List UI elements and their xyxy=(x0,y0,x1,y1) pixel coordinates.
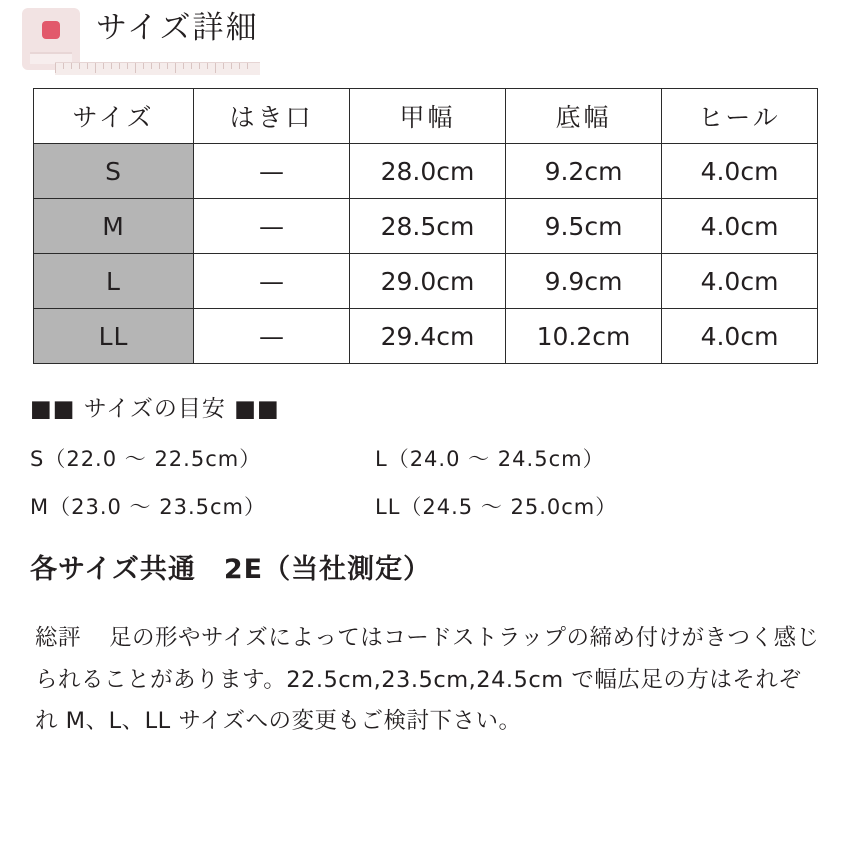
cell-instep: 29.0cm xyxy=(350,254,506,309)
cell-heel: 4.0cm xyxy=(662,309,818,364)
cell-opening: — xyxy=(194,309,350,364)
table-header-row xyxy=(34,89,818,144)
ruler-badge-icon xyxy=(22,8,80,70)
cell-opening: — xyxy=(194,144,350,199)
summary-paragraph xyxy=(35,618,820,743)
common-width-note: 各サイズ共通 2E（当社測定） xyxy=(30,554,432,585)
size-guide-row xyxy=(30,443,850,473)
column-header-instep: 甲幅 xyxy=(350,89,506,144)
cell-instep: 28.5cm xyxy=(350,199,506,254)
size-table xyxy=(33,88,818,364)
column-header-opening: はき口 xyxy=(194,89,350,144)
badge-dot-icon xyxy=(42,21,60,39)
cell-heel: 4.0cm xyxy=(662,144,818,199)
cell-heel: 4.0cm xyxy=(662,254,818,309)
cell-heel: 4.0cm xyxy=(662,199,818,254)
cell-size: M xyxy=(34,199,194,254)
table-row xyxy=(34,144,818,199)
size-guide-row xyxy=(30,491,850,521)
cell-instep: 28.0cm xyxy=(350,144,506,199)
size-guide-entry-m: M（23.0 〜 23.5cm） xyxy=(30,495,266,519)
page-title: サイズ詳細 xyxy=(96,10,259,46)
page-header xyxy=(0,0,850,78)
cell-size: S xyxy=(34,144,194,199)
page-title-wrap xyxy=(96,10,259,47)
cell-opening: — xyxy=(194,254,350,309)
size-guide-heading: ■■ サイズの目安 ■■ xyxy=(30,396,280,422)
cell-sole: 9.5cm xyxy=(506,199,662,254)
cell-sole: 10.2cm xyxy=(506,309,662,364)
size-table-head xyxy=(34,89,818,144)
size-guide-entry-s: S（22.0 〜 22.5cm） xyxy=(30,447,262,471)
cell-size: LL xyxy=(34,309,194,364)
size-guide-entry-l: L（24.0 〜 24.5cm） xyxy=(375,447,605,471)
column-header-size: サイズ xyxy=(34,89,194,144)
cell-size: L xyxy=(34,254,194,309)
summary-body: 足の形やサイズによってはコードストラップの締め付けがきつく感じられることがあります。22.5cm,23.5cm,24.5cm で幅広足の方はそれぞれ M、L、LL サイズへの変更もご検討下さい。 xyxy=(35,625,820,735)
table-row xyxy=(34,309,818,364)
table-row xyxy=(34,199,818,254)
summary-label: 総評 xyxy=(35,625,82,651)
cell-opening: — xyxy=(194,199,350,254)
size-guide-entry-ll: LL（24.5 〜 25.0cm） xyxy=(375,495,618,519)
column-header-heel: ヒール xyxy=(662,89,818,144)
table-row xyxy=(34,254,818,309)
size-guide-list xyxy=(30,443,850,521)
ruler-strip-icon xyxy=(55,62,260,75)
size-table-body xyxy=(34,144,818,364)
cell-sole: 9.2cm xyxy=(506,144,662,199)
cell-sole: 9.9cm xyxy=(506,254,662,309)
column-header-sole: 底幅 xyxy=(506,89,662,144)
cell-instep: 29.4cm xyxy=(350,309,506,364)
